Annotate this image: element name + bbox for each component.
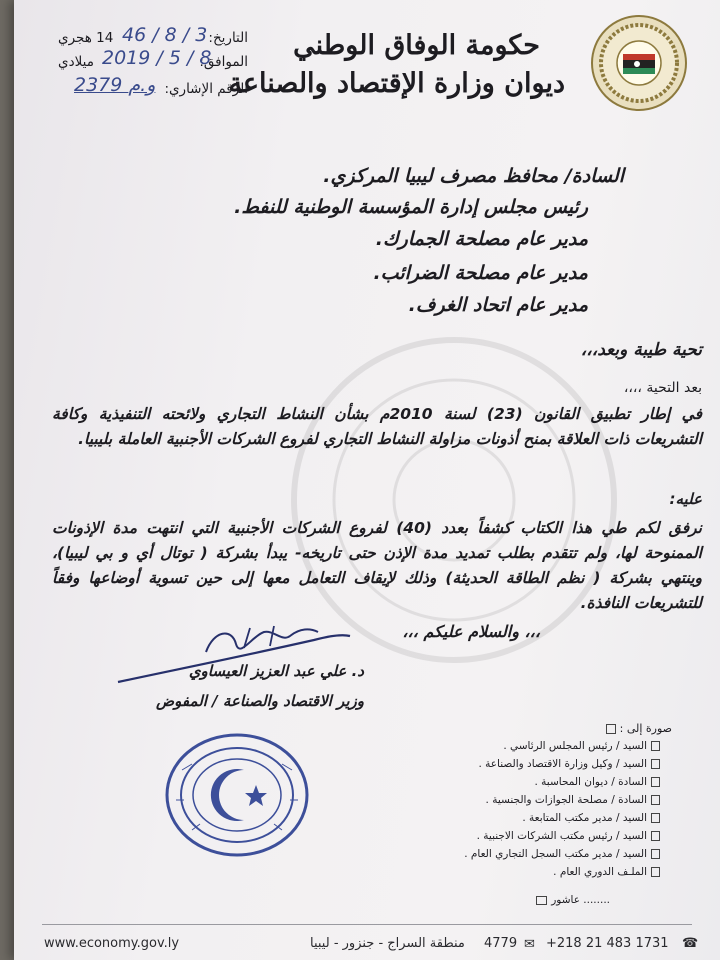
date-hijri-label: التاريخ: (208, 30, 248, 46)
checkbox-icon (651, 813, 660, 823)
date-hijri-suffix: 14 هجري (58, 30, 114, 46)
reference-label: الرقم الإشاري: (164, 81, 248, 97)
greeting: تحية طيبة وبعد،،، (580, 340, 702, 360)
cc-item: السيد / مدير مكتب المتابعة . (360, 812, 660, 824)
checkbox-icon (651, 741, 660, 751)
addressee-3: مدير عام مصلحة الجمارك. (375, 228, 588, 250)
footer-phone: +218 21 483 1731 (546, 936, 669, 951)
checkbox-icon (651, 759, 660, 769)
cc-item: السيد / مدير مكتب السجل التجاري العام . (360, 848, 660, 860)
phone-icon: ☎ (682, 936, 699, 951)
addressee-5: مدير عام اتحاد الغرف. (408, 294, 588, 316)
cc-list (360, 740, 660, 884)
closing-salutation: ،،، والسلام عليكم ،،، (402, 622, 540, 641)
pen-icon (536, 896, 547, 905)
signatory-title: وزير الاقتصاد والصناعة / المفوض (156, 692, 364, 710)
checkbox-icon (651, 777, 660, 787)
date-greg-label: الموافق: (199, 54, 248, 70)
signatory-name: د. علي عبد العزيز العيساوي (188, 662, 364, 680)
after-greeting: بعد التحية ،،،، (623, 380, 702, 396)
date-hijri-value: 46 / 8 / 3 (122, 24, 208, 46)
cc-heading-row (606, 722, 672, 735)
checkbox-icon (651, 849, 660, 859)
cc-signoff-row (536, 894, 610, 906)
checkbox-icon (606, 724, 616, 734)
cc-signoff: ........ عاشور (551, 894, 610, 906)
cc-heading: صورة إلى : (619, 722, 672, 735)
footer-address: منطقة السراج - جنزور - ليبيا (310, 936, 465, 951)
cc-item: الملـف الدوري العام . (360, 866, 660, 878)
ministry-stamp (162, 730, 312, 860)
cc-item: السادة / مصلحة الجوازات والجنسية . (360, 794, 660, 806)
footer-website: www.economy.gov.ly (44, 936, 180, 951)
state-seal-logo (590, 14, 688, 112)
paragraph-2: نرفق لكم طي هذا الكتاب كشفاً بعدد (40) لفروع الشركات الأجنبية التي انتهت مدة الإذونات الممنوحة لها، ولم تتقدم بطلب تمديد مدة الإذن حتى تاريخه- يبدأ بشركة ( توتال أي و بي ليبيا)، وينتهي بشركة ( نظم الطاقة الحديثة) وذلك لإيقاف التعامل معها إلى حين تسوية أوضاعها وفقاً للتشريعات النافذة. (52, 519, 702, 612)
checkbox-icon (651, 795, 660, 805)
date-greg-value: 2019 / 5 / 8 (102, 47, 212, 69)
cc-item: السيد / وكيل وزارة الاقتصاد والصناعة . (360, 758, 660, 770)
checkbox-icon (651, 831, 660, 841)
addressee-1: السادة/ محافظ مصرف ليبيا المركزي. (323, 165, 624, 187)
footer-divider (42, 924, 692, 925)
handwritten-signature (114, 618, 354, 692)
reference-value: 2379 و.م (74, 74, 156, 96)
cc-item: السيد / رئيس المجلس الرئاسي . (360, 740, 660, 752)
addressee-2: رئيس مجلس إدارة المؤسسة الوطنية للنفط. (234, 196, 588, 218)
footer-pobox: 4779 (484, 936, 518, 951)
letter-page (14, 0, 720, 960)
addressee-4: مدير عام مصلحة الضرائب. (373, 262, 588, 284)
accordingly-label: عليه: (669, 490, 702, 508)
paragraph-1: في إطار تطبيق القانون (23) لسنة 2010م بشأن النشاط التجاري ولائحته التنفيذية وكافة التشريعات ذات العلاقة بمنح أذونات مزاولة النشاط التجاري لفروع الشركات الأجنبية العاملة بليبيا. (52, 405, 702, 448)
checkbox-icon (651, 867, 660, 877)
cc-item: السادة / ديوان المحاسبة . (360, 776, 660, 788)
date-greg-suffix: ميلادي (58, 54, 94, 70)
cc-item: السيد / رئيس مكتب الشركات الاجنبية . (360, 830, 660, 842)
government-title: حكومة الوفاق الوطني (293, 30, 540, 61)
ministry-title: ديوان وزارة الإقتصاد والصناعة (228, 68, 565, 99)
envelope-icon: ✉ (524, 937, 535, 952)
